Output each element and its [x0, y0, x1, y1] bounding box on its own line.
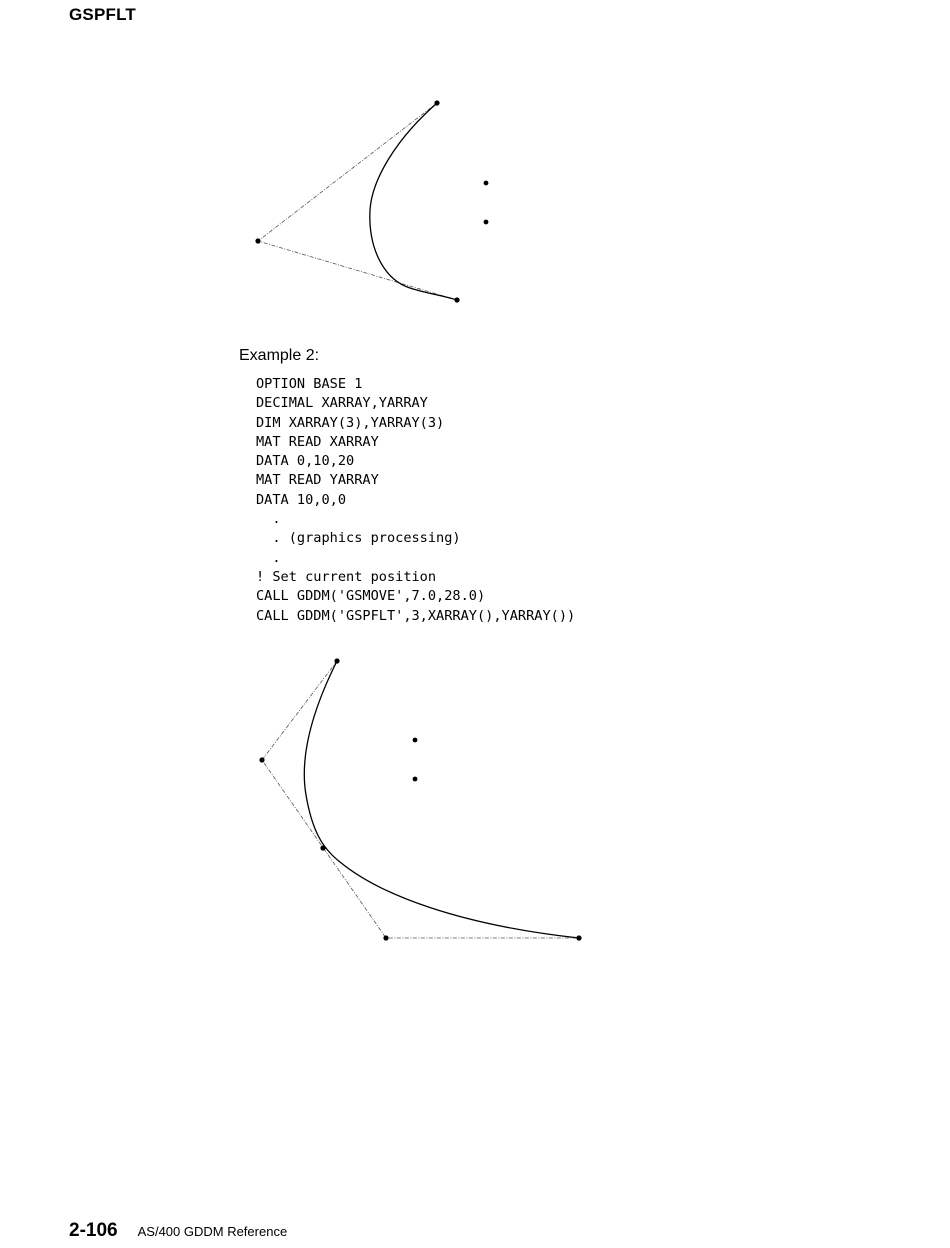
code-line: DATA 0,10,20 — [256, 453, 355, 470]
code-line: CALL GDDM('GSMOVE',7.0,28.0) — [256, 588, 486, 605]
guide-line — [262, 661, 579, 938]
fillet-curve — [370, 103, 457, 300]
example-heading: Example 2: — [239, 347, 320, 364]
code-line: MAT READ XARRAY — [256, 433, 379, 450]
code-line: OPTION BASE 1 — [256, 376, 363, 392]
ellipsis-dot — [413, 738, 418, 743]
control-point — [383, 935, 388, 940]
guide-line — [258, 103, 457, 300]
control-point — [255, 238, 260, 243]
control-point — [334, 658, 339, 663]
control-point — [259, 757, 264, 762]
code-line: DATA 10,0,0 — [256, 491, 347, 508]
control-polygon-2 — [262, 661, 579, 938]
control-point — [320, 845, 325, 850]
code-line: . (graphics processing) — [256, 530, 461, 547]
code-example — [256, 375, 575, 626]
code-line: MAT READ YARRAY — [256, 472, 379, 489]
ellipsis-dot — [484, 181, 489, 186]
code-line: DECIMAL XARRAY,YARRAY — [256, 395, 428, 412]
code-line: . — [256, 549, 281, 566]
control-polygon-1 — [258, 103, 457, 300]
control-point — [576, 935, 581, 940]
code-line: DIM XARRAY(3),YARRAY(3) — [256, 414, 445, 431]
control-point — [454, 297, 459, 302]
page-number: 2-106 — [69, 1220, 118, 1241]
book-title: AS/400 GDDM Reference — [137, 1224, 288, 1239]
ellipsis-dot — [484, 220, 489, 225]
ellipsis-dot — [413, 777, 418, 782]
page-footer — [69, 1220, 287, 1242]
code-line: . — [256, 511, 281, 528]
fillet-curve — [304, 661, 579, 938]
control-point — [434, 100, 439, 105]
code-line: ! Set current position — [256, 568, 437, 585]
running-head: GSPFLT — [69, 5, 136, 24]
code-line: CALL GDDM('GSPFLT',3,XARRAY(),YARRAY()) — [256, 607, 576, 624]
